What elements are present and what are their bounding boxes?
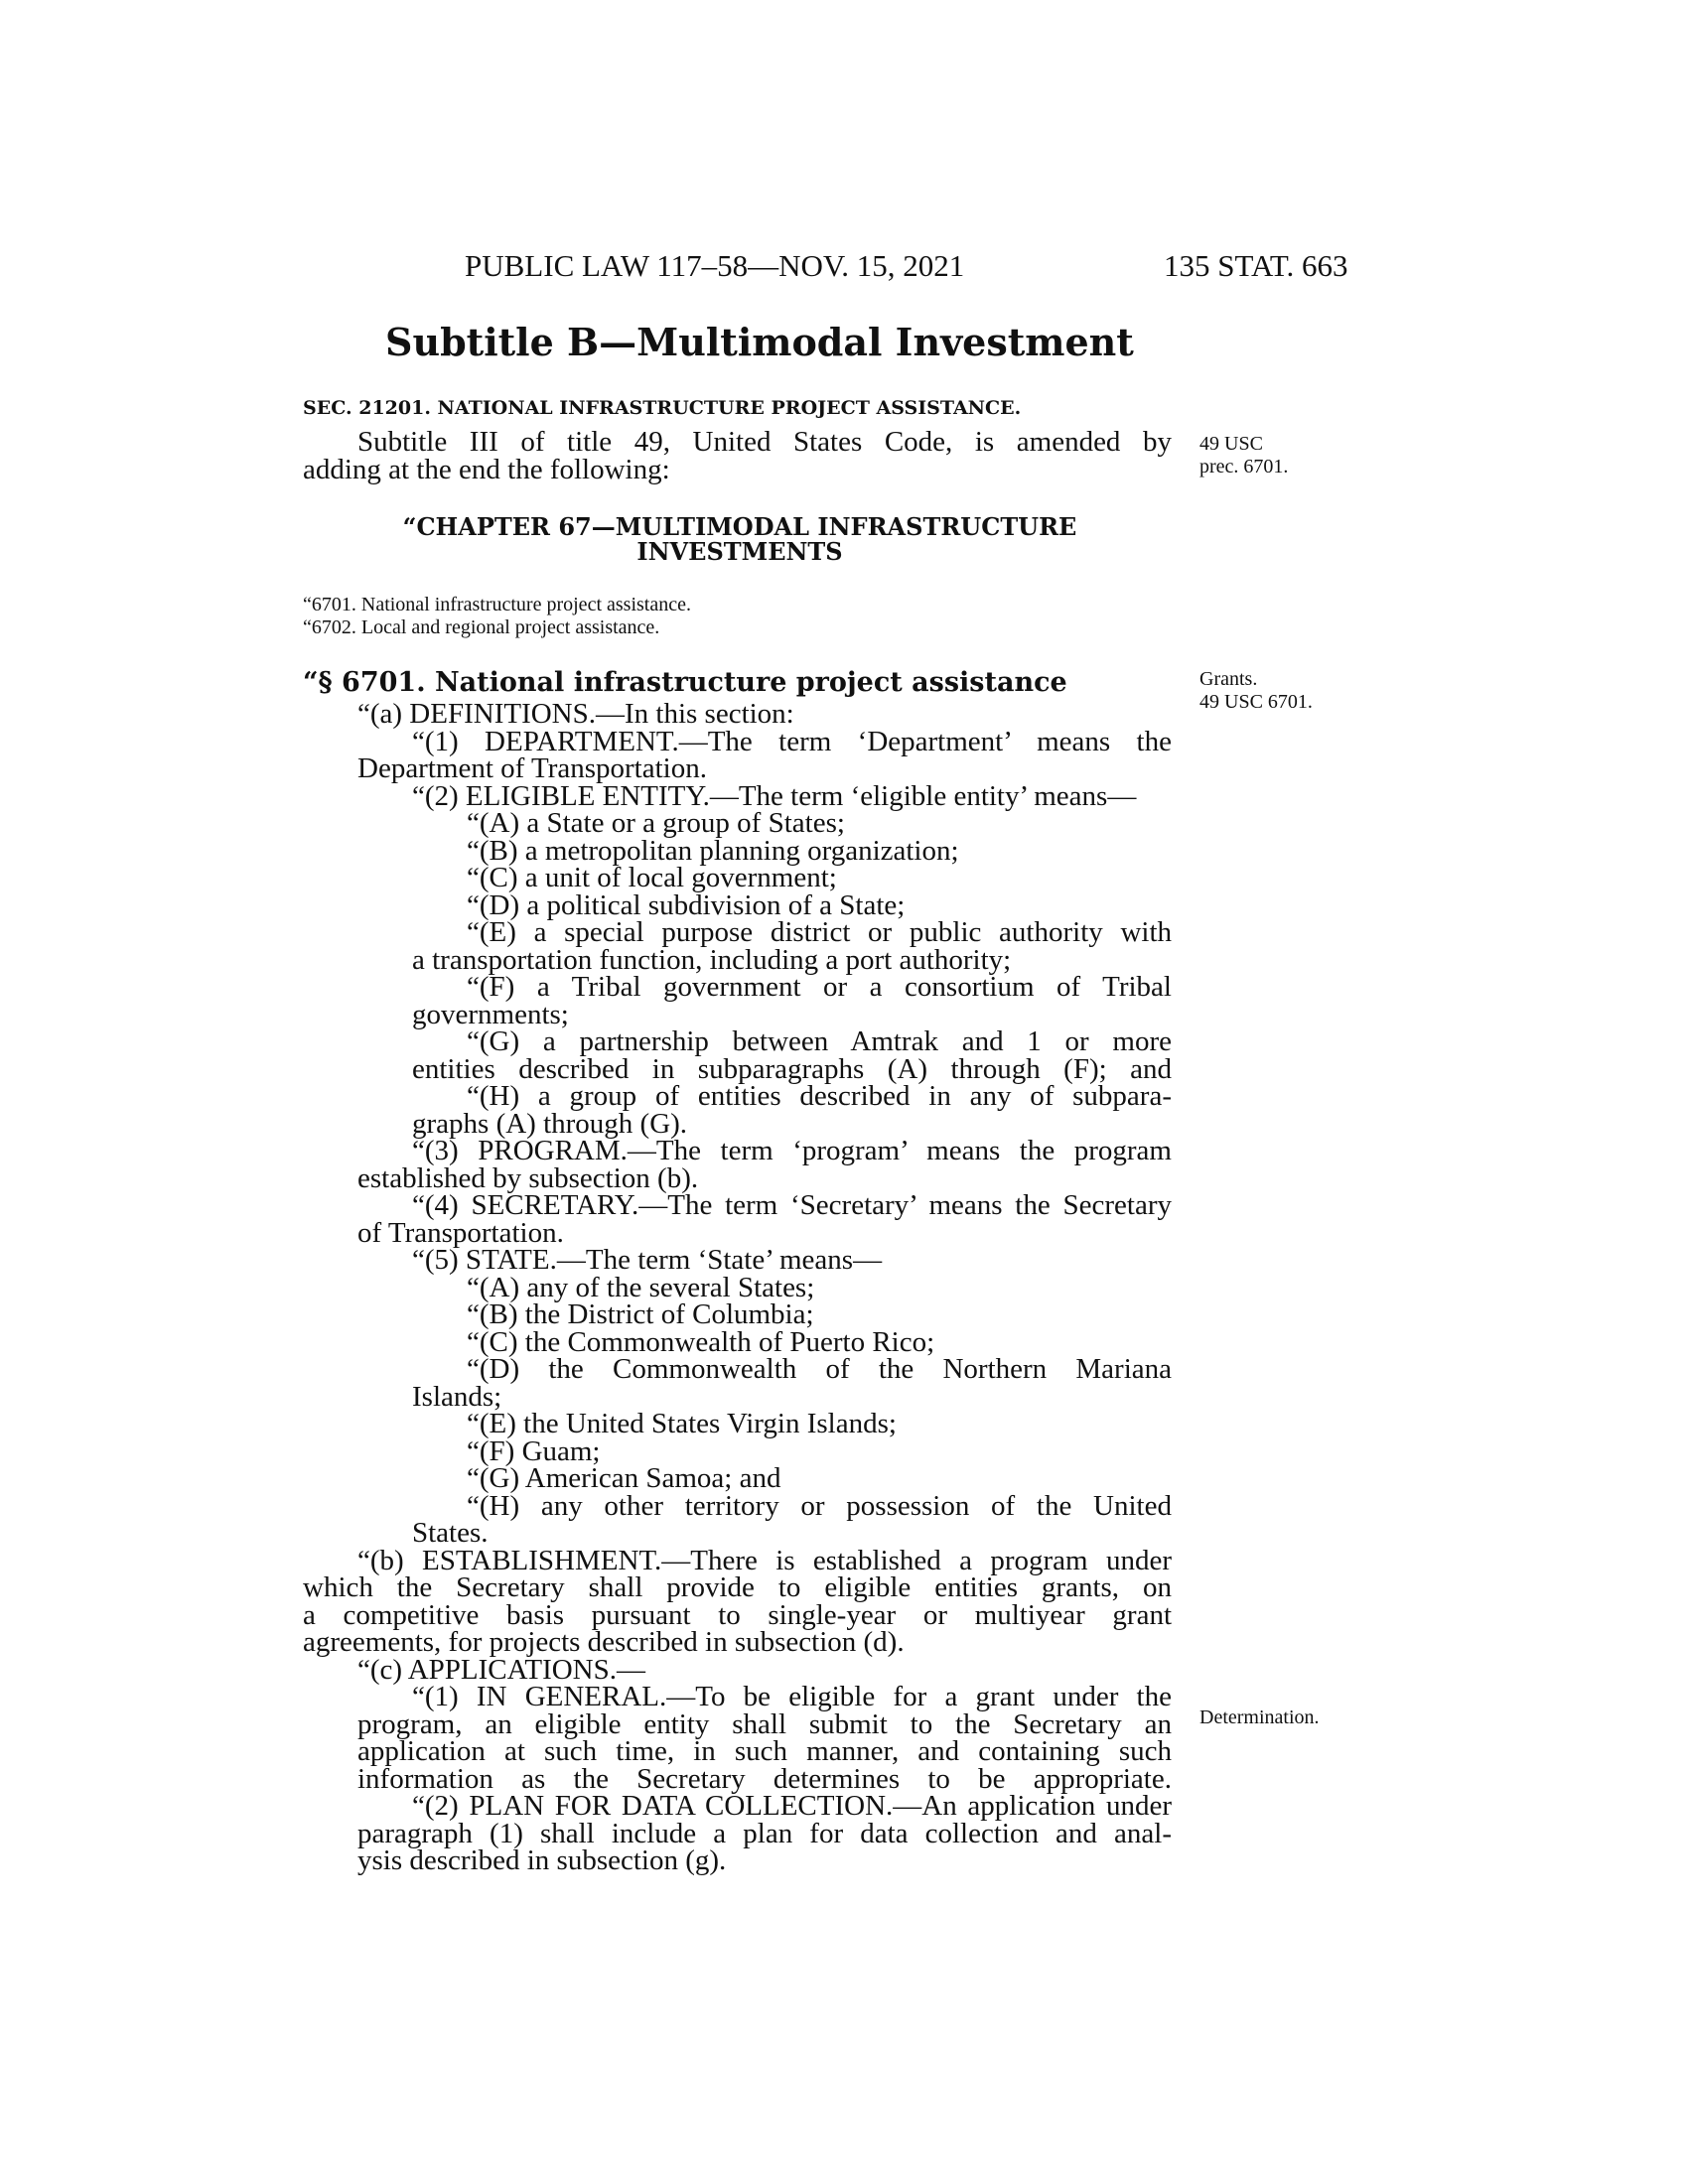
text-line: which the Secretary shall provide to eligible entities grants, on <box>303 1571 1172 1603</box>
section-heading: “§ 6701. National infrastructure project assistance <box>303 667 1067 698</box>
text-line: “(D) a political subdivision of a State; <box>467 889 906 921</box>
text-line: “(H) a group of entities described in any of subpara- <box>467 1080 1172 1112</box>
margin-note-usc: 49 USC <box>1199 433 1263 455</box>
text-line: “(G) American Samoa; and <box>467 1462 781 1494</box>
text-line: “(F) a Tribal government or a consortium of Tribal <box>467 971 1172 1003</box>
text-line: entities described in subparagraphs (A) through (F); and <box>412 1053 1172 1085</box>
text-line: established by subsection (b). <box>357 1162 699 1194</box>
text-line: “(E) a special purpose district or public authority with <box>467 916 1172 948</box>
section-title: SEC. 21201. NATIONAL INFRASTRUCTURE PROJECT ASSISTANCE. <box>303 397 1022 419</box>
text-line: “(b) ESTABLISHMENT.—There is established a program under <box>357 1545 1172 1576</box>
margin-note-usc: 49 USC 6701. <box>1199 691 1313 713</box>
toc-entry: “6701. National infrastructure project assistance. <box>303 594 691 615</box>
text-line: graphs (A) through (G). <box>412 1108 688 1140</box>
text-line: “(C) the Commonwealth of Puerto Rico; <box>467 1326 935 1358</box>
text-line: Islands; <box>412 1381 502 1413</box>
text-line: “(B) a metropolitan planning organization; <box>467 835 959 867</box>
text-line: “(2) PLAN FOR DATA COLLECTION.—An application under <box>412 1790 1172 1822</box>
text-line: “(4) SECRETARY.—The term ‘Secretary’ means the Secretary <box>412 1189 1172 1221</box>
margin-note-determination: Determination. <box>1199 1706 1320 1728</box>
text-line: “(H) any other territory or possession of the United <box>467 1490 1172 1522</box>
text-line: a competitive basis pursuant to single-year or multiyear grant <box>303 1599 1172 1631</box>
text-line: “(B) the District of Columbia; <box>467 1298 814 1330</box>
text-line: “(A) any of the several States; <box>467 1272 815 1303</box>
text-line: Department of Transportation. <box>357 752 707 784</box>
margin-note-usc: prec. 6701. <box>1199 456 1289 478</box>
text-line: “(1) DEPARTMENT.—The term ‘Department’ means the <box>412 726 1172 757</box>
text-line: “(5) STATE.—The term ‘State’ means— <box>412 1244 883 1276</box>
chapter-heading <box>357 514 1122 564</box>
text-line: “(D) the Commonwealth of the Northern Mariana <box>467 1353 1172 1385</box>
text-line: application at such time, in such manner, and containing such <box>357 1735 1172 1767</box>
text-line: “(a) DEFINITIONS.—In this section: <box>357 698 794 730</box>
text-line: States. <box>412 1517 489 1549</box>
text-line: “(2) ELIGIBLE ENTITY.—The term ‘eligible entity’ means— <box>412 780 1137 812</box>
text-line: of Transportation. <box>357 1217 564 1249</box>
text-line: “(A) a State or a group of States; <box>467 807 845 839</box>
text-line: “(1) IN GENERAL.—To be eligible for a grant under the <box>412 1681 1172 1712</box>
subtitle-heading: Subtitle B—Multimodal Investment <box>385 320 1134 364</box>
text-line: “(E) the United States Virgin Islands; <box>467 1408 897 1439</box>
text-line: a transportation function, including a port authority; <box>412 944 1012 976</box>
text-line: “(G) a partnership between Amtrak and 1 or more <box>467 1025 1172 1057</box>
running-header-left: PUBLIC LAW 117–58—NOV. 15, 2021 <box>465 248 965 283</box>
toc-entry: “6702. Local and regional project assistance. <box>303 616 660 638</box>
text-line: program, an eligible entity shall submit to the Secretary an <box>357 1708 1172 1740</box>
text-line: “(3) PROGRAM.—The term ‘program’ means the program <box>412 1135 1172 1166</box>
text-line: “(c) APPLICATIONS.— <box>357 1654 645 1686</box>
intro-line: adding at the end the following: <box>303 454 670 485</box>
text-line: paragraph (1) shall include a plan for data collection and anal- <box>357 1818 1172 1849</box>
text-line: agreements, for projects described in subsection (d). <box>303 1626 905 1658</box>
text-line: information as the Secretary determines to be appropriate. <box>357 1763 1172 1795</box>
chapter-heading-line: INVESTMENTS <box>636 537 843 566</box>
intro-line: Subtitle III of title 49, United States Code, is amended by <box>357 426 1172 458</box>
text-line: ysis described in subsection (g). <box>357 1844 727 1876</box>
text-line: “(F) Guam; <box>467 1435 601 1467</box>
margin-note-grants: Grants. <box>1199 668 1258 690</box>
text-line: “(C) a unit of local government; <box>467 862 837 893</box>
text-line: governments; <box>412 999 569 1030</box>
running-header-page: 135 STAT. 663 <box>1164 248 1348 283</box>
chapter-heading-line: “CHAPTER 67—MULTIMODAL INFRASTRUCTURE <box>402 512 1077 541</box>
